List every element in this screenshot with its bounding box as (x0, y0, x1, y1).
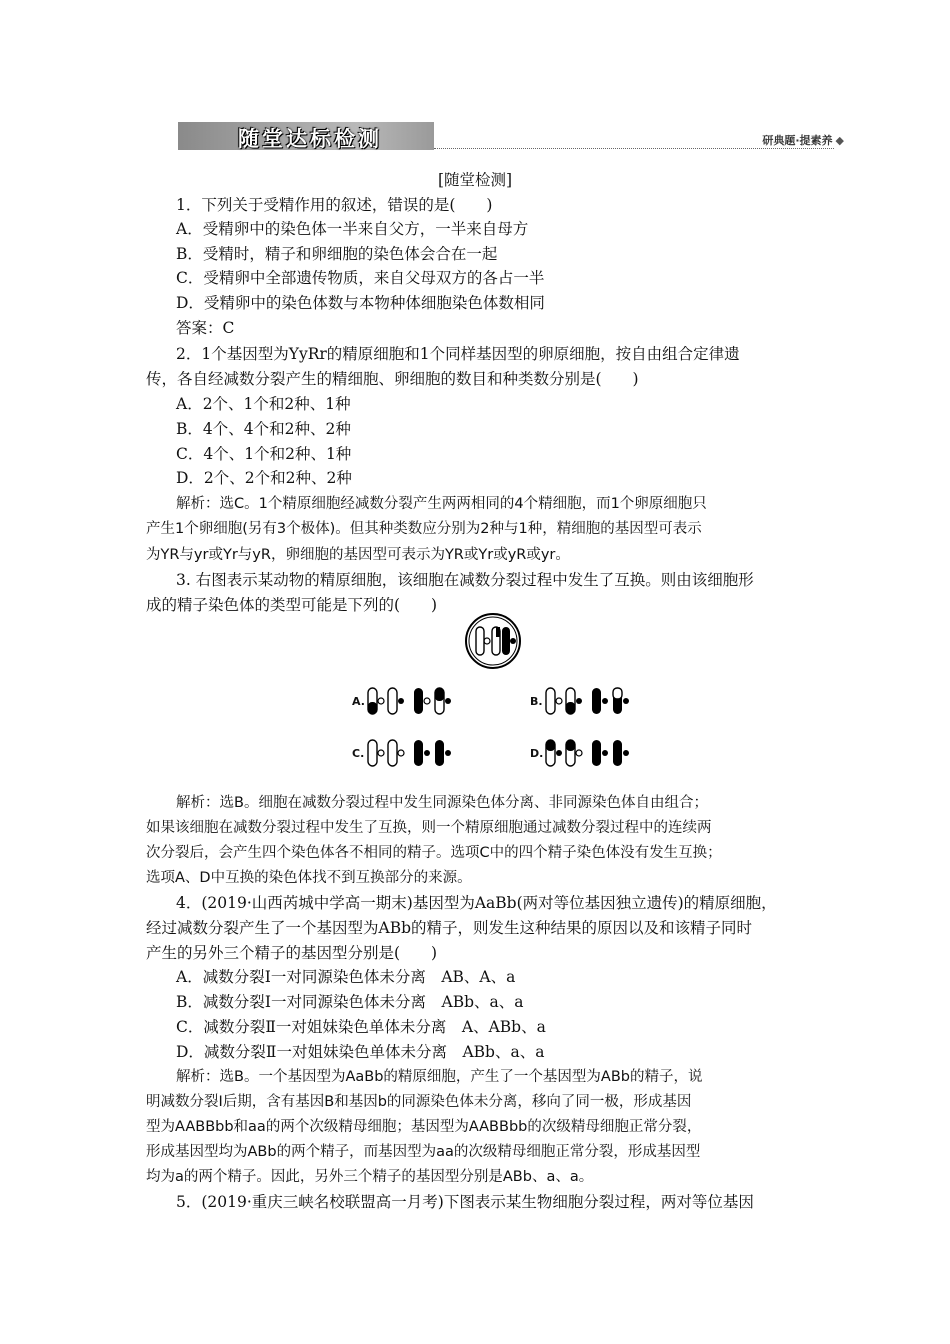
diamond-icon: ◆ (835, 134, 844, 147)
q4-analysis-line-5: 均为a的两个精子。因此，另外三个精子的基因型分别是ABb、a、a。 (146, 1169, 594, 1185)
banner-tagline-text: 研典题·提素养 (762, 134, 833, 147)
q4-option-d: D．减数分裂Ⅱ一对姐妹染色单体未分离 ABb、a、a (176, 1043, 545, 1061)
q3-analysis-line-4: 选项A、D中互换的染色体找不到互换部分的来源。 (146, 870, 472, 886)
section-title: [随堂检测] (437, 171, 513, 189)
q4-analysis-line-4: 形成基因型均为ABb的两个精子，而基因型为aa的次级精母细胞正常分裂，形成基因型 (146, 1144, 701, 1160)
q5-stem-line-1: 5．(2019·重庆三峡名校联盟高一月考)下图表示某生物细胞分裂过程，两对等位基因 (176, 1193, 754, 1211)
banner-title: 随堂达标检测 (238, 127, 382, 151)
spermatogonium-cell-figure (462, 612, 526, 672)
q4-analysis-line-2: 明减数分裂Ⅰ后期，含有基因B和基因b的同源染色体未分离，移向了同一极，形成基因 (146, 1094, 692, 1110)
fig-option-c-label: C. (352, 747, 365, 760)
fig-option-c-chromosomes (366, 739, 456, 769)
q4-analysis-line-1: 解析：选B。一个基因型为AaBb的精原细胞，产生了一个基因型为ABb的精子，说 (176, 1069, 703, 1085)
q3-analysis-line-3: 次分裂后，会产生四个染色体各不相同的精子。选项C中的四个精子染色体没有发生互换； (146, 845, 722, 861)
q3-stem-line-2: 成的精子染色体的类型可能是下列的( ) (146, 596, 438, 614)
q2-stem-line-1: 2．1个基因型为YyRr的精原细胞和1个同样基因型的卵原细胞，按自由组合定律遗 (176, 345, 740, 363)
q1-stem: 1．下列关于受精作用的叙述，错误的是( ) (176, 196, 493, 214)
q4-stem-line-2: 经过减数分裂产生了一个基因型为ABb的精子，则发生这种结果的原因以及和该精子同时 (146, 919, 753, 937)
q4-option-a: A．减数分裂Ⅰ一对同源染色体未分离 AB、A、a (176, 968, 516, 986)
q2-analysis-line-2: 产生1个卵细胞(另有3个极体)。但其种类数应分别为2种与1种，精细胞的基因型可表示 (146, 521, 702, 537)
q1-option-a: A．受精卵中的染色体一半来自父方，一半来自母方 (176, 220, 529, 238)
q1-option-c: C．受精卵中全部遗传物质，来自父母双方的各占一半 (176, 269, 545, 287)
banner-tagline (762, 132, 844, 148)
q2-option-d: D．2个、2个和2种、2种 (176, 469, 352, 487)
q1-option-d: D．受精卵中的染色体数与本物种体细胞染色体数相同 (176, 294, 545, 312)
q2-option-c: C．4个、1个和2种、1种 (176, 445, 352, 463)
fig-option-a-label: A. (352, 695, 365, 708)
fig-option-d-chromosomes (544, 739, 634, 769)
q1-option-b: B．受精时，精子和卵细胞的染色体会合在一起 (176, 245, 498, 263)
q4-stem-line-1: 4．(2019·山西芮城中学高一期末)基因型为AaBb(两对等位基因独立遗传)的精原细胞， (176, 894, 777, 912)
q4-analysis-line-3: 型为AABBbb和aa的两个次级精母细胞；基因型为AABBbb的次级精母细胞正常分裂， (146, 1119, 702, 1135)
q2-option-a: A．2个、1个和2种、1种 (176, 395, 351, 413)
banner-divider (434, 148, 834, 149)
section-banner (178, 118, 844, 156)
fig-option-b-label: B. (530, 695, 543, 708)
q3-analysis-line-1: 解析：选B。细胞在减数分裂过程中发生同源染色体分离、非同源染色体自由组合； (176, 795, 708, 811)
q2-stem-line-2: 传，各自经减数分裂产生的精细胞、卵细胞的数目和种类数分别是( ) (146, 370, 639, 388)
q2-option-b: B．4个、4个和2种、2种 (176, 420, 351, 438)
q4-option-c: C．减数分裂Ⅱ一对姐妹染色单体未分离 A、ABb、a (176, 1018, 546, 1036)
q4-option-b: B．减数分裂Ⅰ一对同源染色体未分离 ABb、a、a (176, 993, 524, 1011)
fig-option-d-label: D. (530, 747, 544, 760)
q3-analysis-line-2: 如果该细胞在减数分裂过程中发生了互换，则一个精原细胞通过减数分裂过程中的连续两 (146, 820, 712, 836)
q4-stem-line-3: 产生的另外三个精子的基因型分别是( ) (146, 944, 438, 962)
fig-option-a-chromosomes (366, 687, 456, 717)
q1-answer: 答案：C (176, 319, 235, 337)
fig-option-b-chromosomes (544, 687, 634, 717)
q3-stem-line-1: 3. 右图表示某动物的精原细胞，该细胞在减数分裂过程中发生了互换。则由该细胞形 (176, 571, 754, 589)
q2-analysis-line-3: 为YR与yr或Yr与yR，卵细胞的基因型可表示为YR或Yr或yR或yr。 (146, 547, 570, 563)
q2-analysis-line-1: 解析：选C。1个精原细胞经减数分裂产生两两相同的4个精细胞，而1个卵原细胞只 (176, 496, 707, 512)
